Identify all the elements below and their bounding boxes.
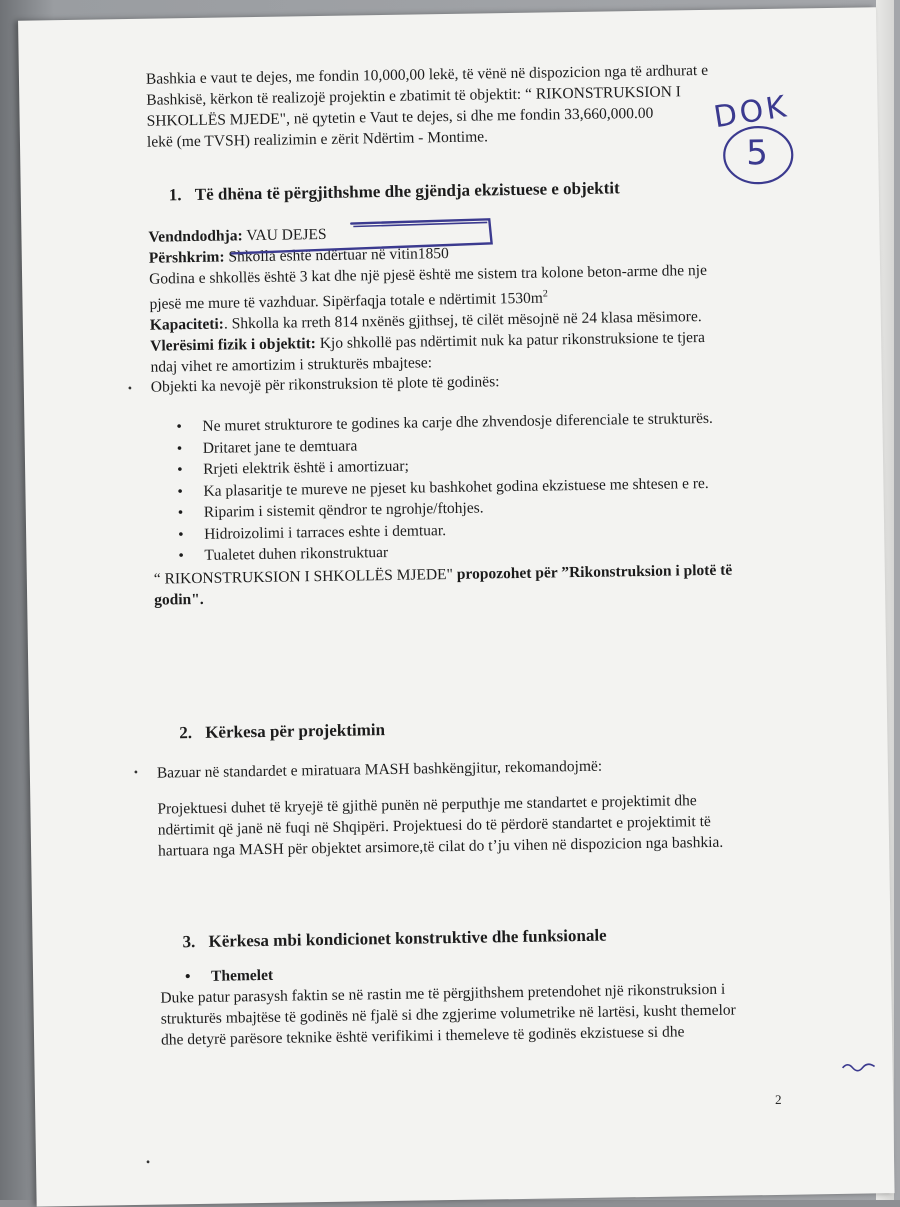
description-value: Shkolla është ndërtuar në vitin1850 xyxy=(228,245,449,266)
location-label: Vendndodhja: xyxy=(148,227,243,246)
list-item: • Ka plasaritje te mureve ne pjeset ku bashkohet godina ekzistuese me shtesen e re. xyxy=(175,471,825,503)
list-item: • Dritaret jane te demtuara xyxy=(175,428,825,460)
section-1-number: 1. xyxy=(168,185,182,205)
page-number: 2 xyxy=(774,1091,782,1107)
intro-line: Bashkia e vaut te dejes, me fondin 10,000,00 lekë, të vënë në dispozicion nga të ardhurat e xyxy=(145,61,709,88)
capacity-label: Kapaciteti: xyxy=(149,315,225,334)
paragraph-line: Projektuesi duhet të kryejë të gjithë punën në perputhje me standartet e projektimit dhe xyxy=(157,792,697,818)
assessment-label: Vlerësimi fizik i objektit: xyxy=(150,335,317,355)
needs-intro: Objekti ka nevojë për rikonstruksion të plote të godinës: xyxy=(150,373,500,396)
handwritten-number: 5 xyxy=(745,132,769,174)
section-3-number: 3. xyxy=(182,932,196,952)
list-item: • Ne muret strukturore te godines ka carje dhe zhvendosje diferenciale te strukturës. xyxy=(174,406,824,438)
paragraph-line: Duke patur parasysh faktin se në rastin me të përgjithshem pretendohet një rikonstruksion i xyxy=(160,980,726,1007)
section-2-title: Kërkesa për projektimin xyxy=(205,720,386,742)
document-page xyxy=(18,7,895,1206)
ink-box-mark xyxy=(231,219,491,253)
location-value: VAU DEJES xyxy=(246,225,327,245)
margin-mark: • xyxy=(145,1154,151,1169)
building-line-text: pjesë me mure të vazhduar. Sipërfaqja totale e ndërtimit 1530m xyxy=(149,289,544,313)
section-2-intro: Bazuar në standardet e miratuara MASH bashkëngjitur, rekomandojmë: xyxy=(156,757,603,782)
assessment-continuation: ndaj vihet re amortizim i strukturës mbajtese: xyxy=(150,354,433,376)
description-label: Përshkrim: xyxy=(148,248,225,267)
proposal-rest-continued: godin". xyxy=(154,590,204,609)
list-item: • Tualetet duhen rikonstruktuar xyxy=(176,535,826,567)
section-3-subheading: • Themelet xyxy=(183,956,833,988)
intro-line: SHKOLLËS MJEDE", në qytetin e Vaut te dejes, si dhe me fondin 33,660,000.00 xyxy=(146,104,654,130)
proposal-quote: “ RIKONSTRUKSION I SHKOLLËS MJEDE" xyxy=(153,565,454,588)
paragraph-line: strukturës mbajtëse të godinës në fjalë si dhe zgjerime volumetrike në lartësi, kusht themelor xyxy=(160,1001,736,1028)
handwriting-layer xyxy=(18,7,895,1206)
capacity-value: . Shkolla ka rreth 814 nxënës gjithsej, të cilët mësojnë në 24 klasa mësimore. xyxy=(223,308,702,333)
handwritten-mark: DOK xyxy=(711,89,792,136)
intro-line: Bashkisë, kërkon të realizojë projektin e zbatimit të objektit: “ RIKONSTRUKSION I xyxy=(146,83,682,109)
paragraph-line: hartuara nga MASH për objektet arsimore,të cilat do t’ju vihen në dispozicion nga bashkia. xyxy=(157,833,724,860)
section-2-number: 2. xyxy=(179,723,193,743)
section-1-title: Të dhëna të përgjithshme dhe gjëndja ekzistuese e objektit xyxy=(194,178,620,204)
assessment-value: Kjo shkollë pas ndërtimit nuk ka patur rikonstruksione te tjera xyxy=(315,329,706,353)
paragraph-line: dhe detyrë parësore teknike është verifikimi i themeleve të godinës ekzistuese si dhe xyxy=(160,1023,685,1049)
section-3-title: Kërkesa mbi kondicionet konstruktive dhe funksionale xyxy=(208,925,607,951)
intro-line: lekë (me TVSH) realizimin e zërit Ndërtim - Montime. xyxy=(146,128,489,151)
area-superscript: 2 xyxy=(542,288,548,300)
ink-scribble xyxy=(843,1064,875,1071)
margin-mark: • xyxy=(133,764,139,780)
list-item: • Riparim i sistemit qëndror te ngrohje/ftohjes. xyxy=(176,492,826,524)
paragraph-line: ndërtimit që janë në fuqi në Shqipëri. Projektuesi do të përdorë standartet e projektimit të xyxy=(157,812,711,839)
list-item: • Rrjeti elektrik është i amortizuar; xyxy=(175,449,825,481)
list-item: • Hidroizolimi i tarraces eshte i demtuar. xyxy=(176,514,826,546)
building-line: Godina e shkollës është 3 kat dhe një pjesë është me sistem tra kolone beton-arme dhe nje xyxy=(148,261,708,288)
margin-mark: • xyxy=(127,380,133,396)
proposal-rest: propozohet për ”Rikonstruksion i plotë të xyxy=(452,561,733,583)
